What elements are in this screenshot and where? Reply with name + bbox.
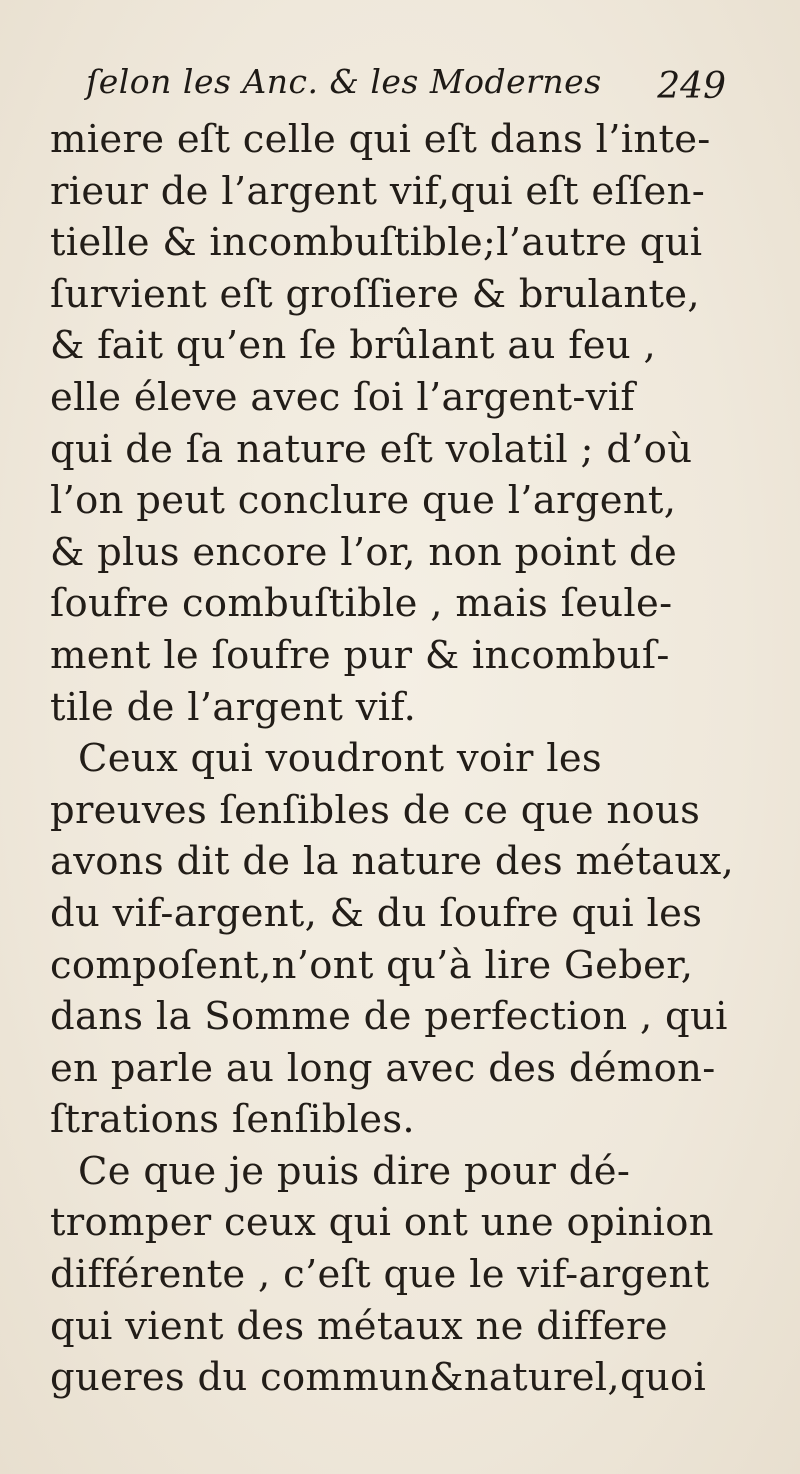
text-line: miere eſt celle qui eſt dans l’inte- — [50, 117, 711, 162]
text-line: & fait qu’en ſe brûlant au feu , — [50, 323, 657, 369]
text-line: l’on peut conclure que l’argent, — [50, 478, 677, 524]
running-title: ſelon les Anc. & les Modernes — [86, 62, 602, 101]
text-line: dans la Somme de perfection , qui — [50, 994, 728, 1040]
paragraph-start-line: Ce que je puis dire pour dé- — [78, 1148, 631, 1194]
text-line: en parle au long avec des démon- — [50, 1045, 716, 1091]
text-line: ment le ſoufre pur & incombuſ- — [50, 632, 670, 678]
page-header — [86, 62, 726, 112]
text-line: ſtrations ſenſibles. — [50, 1097, 415, 1143]
text-line: & plus encore l’or, non point de — [50, 529, 678, 575]
body-text — [50, 114, 760, 1404]
text-line: avons dit de la nature des métaux, — [50, 839, 735, 885]
text-line: preuves ſenſibles de ce que nous — [50, 787, 701, 833]
text-line: ſurvient eſt groſſiere & brulante, — [50, 271, 700, 317]
paragraph-start-line: Ceux qui voudront voir les — [78, 736, 602, 782]
text-line: du vif-argent, & du ſoufre qui les — [50, 890, 703, 936]
text-line: compoſent,n’ont qu’à lire Geber, — [50, 942, 694, 988]
text-line: ſoufre combuſtible , mais ſeule- — [50, 581, 673, 627]
text-line: gueres du commun&naturel,quoi — [50, 1355, 707, 1401]
page-number: 249 — [657, 66, 726, 107]
text-line: qui de ſa nature eſt volatil ; d’où — [50, 426, 693, 472]
text-line: tromper ceux qui ont une opinion — [50, 1200, 714, 1246]
text-line: différente , c’eſt que le vif-argent — [50, 1252, 710, 1298]
text-line: qui vient des métaux ne differe — [50, 1303, 668, 1349]
text-line: rieur de l’argent vif,qui eſt eſſen- — [50, 168, 706, 214]
text-line: tile de l’argent vif. — [50, 684, 417, 730]
text-line: elle éleve avec ſoi l’argent-vif — [50, 374, 635, 420]
text-line: tielle & incombuſtible;l’autre qui — [50, 220, 703, 266]
